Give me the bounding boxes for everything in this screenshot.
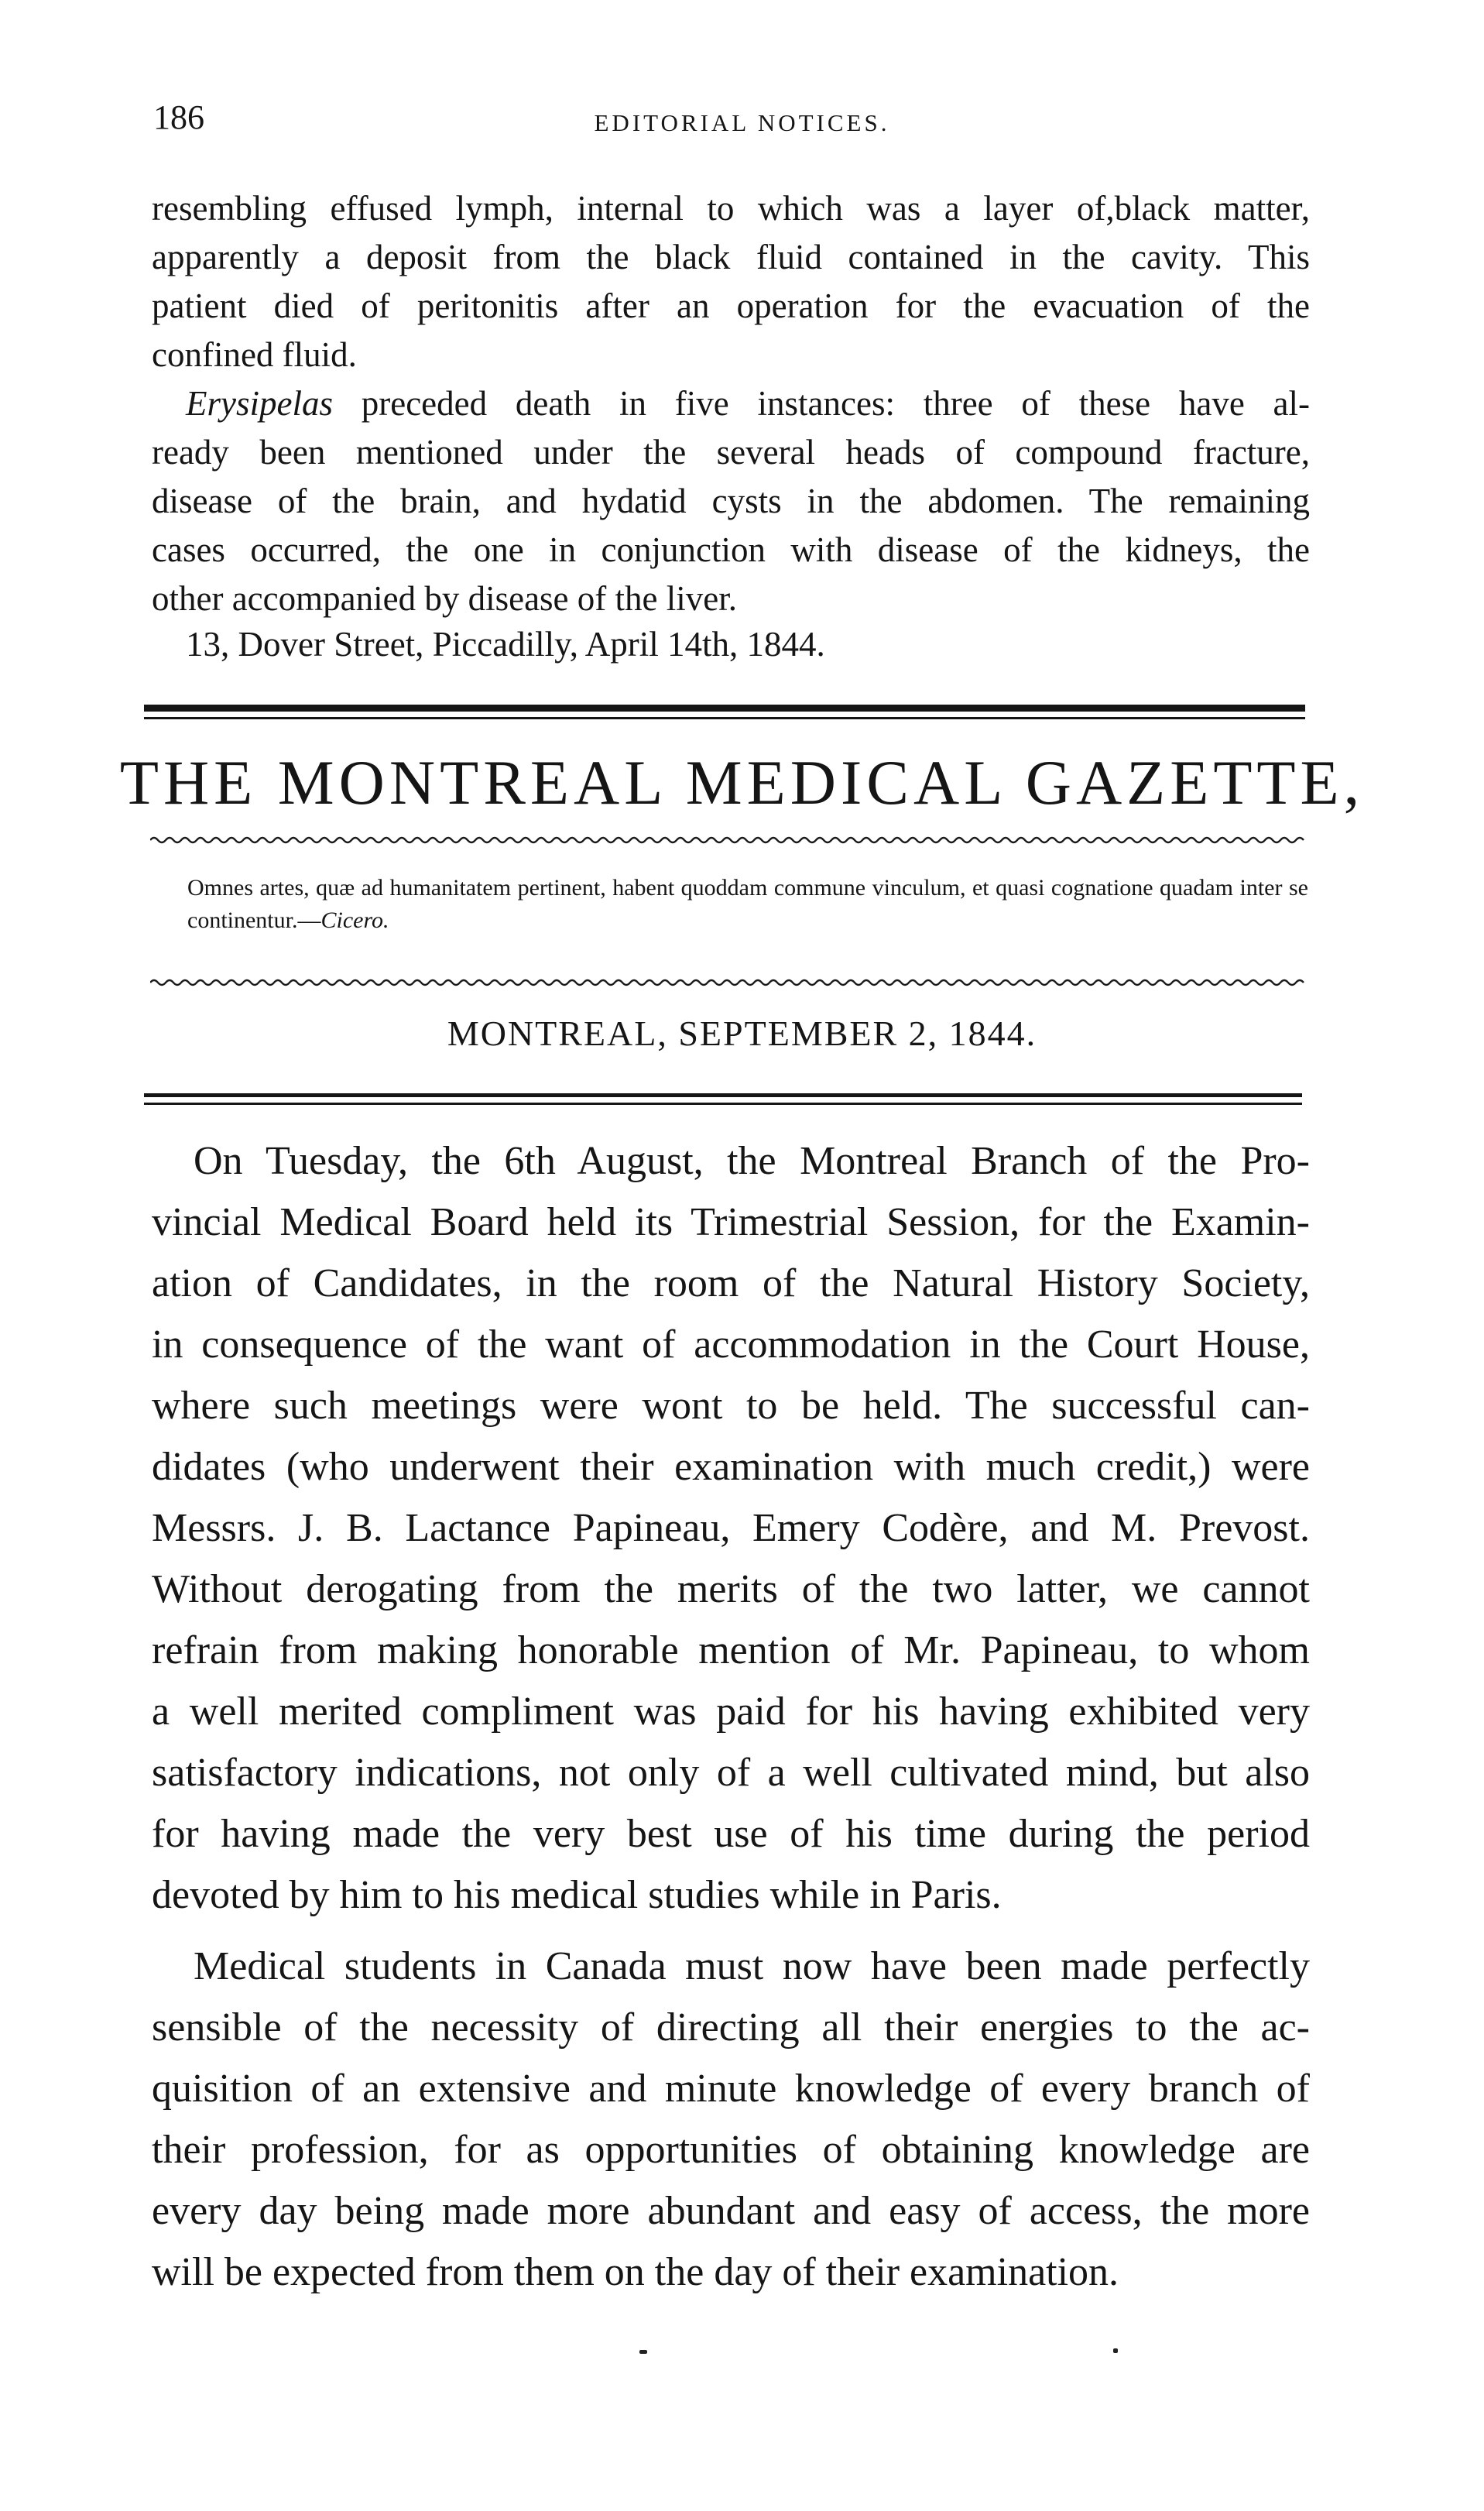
text-line: Without derogating from the merits of the two latter, we cannot [152, 1567, 1310, 1611]
signoff-address: 13, Dover Street, Piccadilly, April 14th, 1844. [186, 625, 825, 664]
text-line: resembling effused lymph, internal to which was a layer of,black matter, [152, 189, 1310, 228]
text-line: On Tuesday, the 6th August, the Montreal Branch of the Pro- [194, 1139, 1310, 1183]
text-line: Messrs. J. B. Lactance Papineau, Emery Codère, and M. Prevost. [152, 1506, 1310, 1550]
double-rule-bottom [144, 1103, 1302, 1105]
motto-citation: Cicero. [320, 907, 389, 933]
text-line: where such meetings were wont to be held. The successful can- [152, 1384, 1310, 1428]
masthead-title: THE MONTREAL MEDICAL GAZETTE, [119, 747, 1365, 818]
wavy-rule [150, 977, 1308, 988]
text-line: cases occurred, the one in conjunction with disease of the kidneys, the [152, 530, 1310, 569]
text-line: refrain from making honorable mention of Mr. Papineau, to whom [152, 1628, 1310, 1672]
text-line: confined fluid. [152, 335, 357, 374]
text-line: didates (who underwent their examination with much credit,) were [152, 1445, 1310, 1489]
text-line: their profession, for as opportunities of obtaining knowledge are [152, 2128, 1310, 2172]
continuation-paragraph-2 [152, 379, 1310, 623]
continuation-paragraph-1 [152, 184, 1310, 379]
text-line: disease of the brain, and hydatid cysts in the abdomen. The remaining [152, 482, 1310, 520]
dateline: MONTREAL, SEPTEMBER 2, 1844. [447, 1014, 1037, 1053]
text-line: ready been mentioned under the several heads of compound fracture, [152, 433, 1310, 472]
thin-rule [144, 717, 1305, 719]
article-paragraph-1 [152, 1130, 1310, 1926]
text-line: quisition of an extensive and minute knowledge of every branch of [152, 2067, 1310, 2111]
text-line: patient died of peritonitis after an operation for the evacuation of the [152, 286, 1310, 325]
page-number: 186 [153, 98, 204, 136]
text-line-rest: preceded death in five instances: three of these have al- [332, 384, 1310, 423]
print-speck [639, 2350, 647, 2354]
text-line: sensible of the necessity of directing all their energies to the ac- [152, 2005, 1310, 2050]
erysipelas-term: Erysipelas [186, 384, 333, 423]
article-paragraph-2 [152, 1936, 1310, 2303]
motto-text: Omnes artes, quæ ad humanitatem pertinent, habent quoddam commune vinculum, et quasi cognatione quadam inter se continentur.— [187, 875, 1308, 933]
heavy-rule [144, 705, 1305, 712]
text-line: satisfactory indications, not only of a well cultivated mind, but also [152, 1751, 1310, 1795]
text-line: a well merited compliment was paid for his having exhibited very [152, 1689, 1310, 1734]
text-line: in consequence of the want of accommodation in the Court House, [152, 1322, 1310, 1367]
text-line [152, 379, 1310, 428]
double-rule-top [144, 1093, 1302, 1097]
text-line: for having made the very best use of his time during the period [152, 1812, 1310, 1856]
text-line: will be expected from them on the day of their examination. [152, 2250, 1119, 2294]
text-line: vincial Medical Board held its Trimestrial Session, for the Examin- [152, 1200, 1310, 1244]
text-line: ation of Candidates, in the room of the Natural History Society, [152, 1261, 1310, 1305]
text-line: devoted by him to his medical studies while in Paris. [152, 1873, 1002, 1917]
latin-motto [187, 872, 1308, 937]
text-line: apparently a deposit from the black fluid contained in the cavity. This [152, 238, 1310, 276]
running-head: EDITORIAL NOTICES. [594, 109, 890, 136]
wavy-rule [150, 835, 1308, 846]
text-line: other accompanied by disease of the liver. [152, 579, 737, 618]
text-line: Medical students in Canada must now have been made perfectly [194, 1944, 1310, 1988]
print-speck [1113, 2348, 1118, 2353]
text-line: every day being made more abundant and easy of access, the more [152, 2189, 1310, 2233]
